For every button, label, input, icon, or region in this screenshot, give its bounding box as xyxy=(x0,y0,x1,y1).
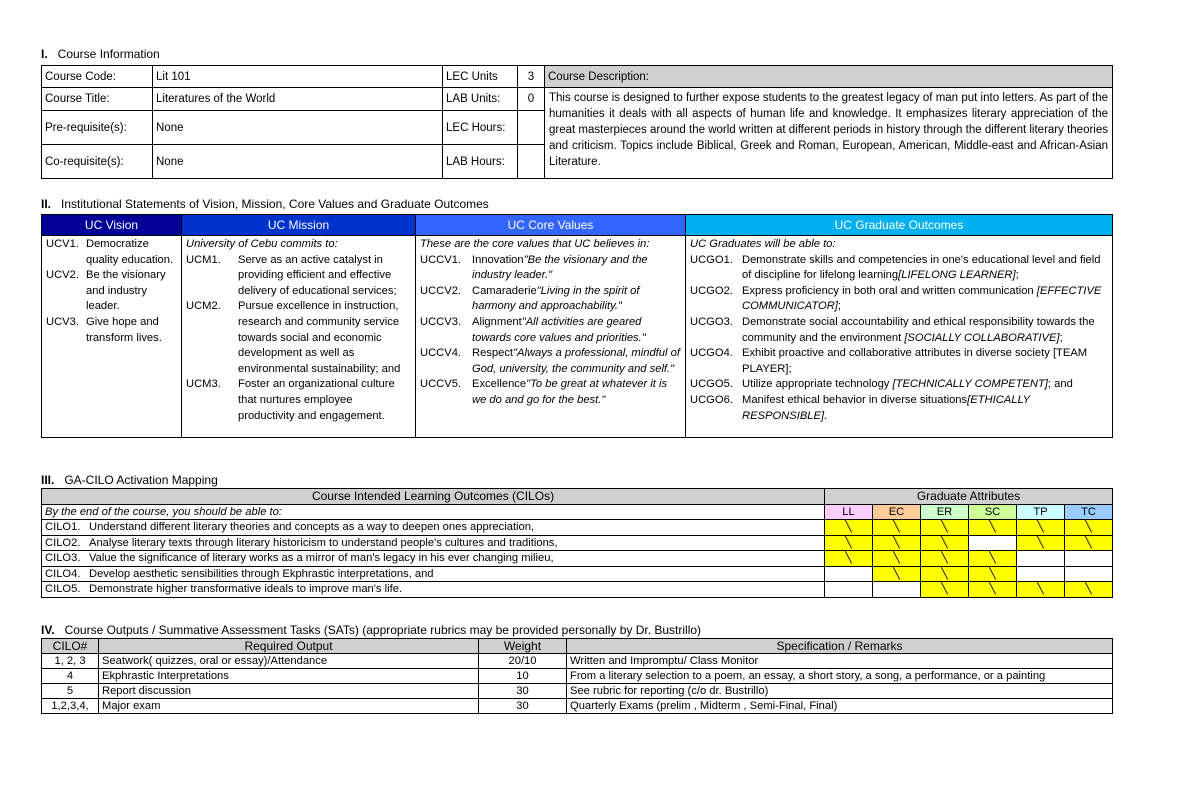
cilo-text: CILO2. Analyse literary texts through literary historicism to understand people's cultures and traditions, xyxy=(42,535,825,551)
section-3-heading: III. GA-CILO Activation Mapping xyxy=(41,473,218,487)
activation-check-icon: ╲ xyxy=(873,535,921,551)
lec-units-label: LEC Units xyxy=(443,66,518,88)
table-row: 4 Ekphrastic Interpretations 10 From a literary selection to a poem, an essay, a short story, a song, a performance, or a painting xyxy=(42,669,1113,684)
activation-check-icon: ╲ xyxy=(921,582,969,598)
section-1-heading: I. Course Information xyxy=(41,47,160,61)
cilo-row xyxy=(42,551,1113,567)
lec-hours-value xyxy=(518,111,545,145)
core-values-cell: These are the core values that UC believes in: UCCV1. Innovation"Be the visionary and the industry leader." UCCV2. Camaraderie"Living in the spirit of harmony and approachability." UCCV3. Alignment"All activities are geared towards core values and priorities." UCCV4. Respect"Always a professional, mindful of God, university, the community and self." UCCV5. Excellence"To be great at whatever it is we do and go for the best." xyxy=(416,236,686,438)
activation-check-icon: ╲ xyxy=(1017,582,1065,598)
cilo-num-header: CILO# xyxy=(42,639,99,654)
activation-check-icon: ╲ xyxy=(969,520,1017,536)
lab-units-label: LAB Units: xyxy=(443,88,518,111)
activation-check-icon: ╲ xyxy=(969,566,1017,582)
activation-check-icon: ╲ xyxy=(873,551,921,567)
course-code-value: Lit 101 xyxy=(153,66,443,88)
vision-cell: UCV1. Democratize quality education. UCV2. Be the visionary and industry leader. UCV3. Give hope and transform lives. xyxy=(42,236,182,438)
course-description-text: This course is designed to further expose students to the greatest legacy of man put into letters. As part of the humanities it deals with all aspects of human life and knowledge. It emphasizes literary appreciation of the great masterpieces around the world written at different periods in history through the different literary theories and criticism. Topics include Biblical, Greek and Roman, European, American, Middle-east and African-Asian Literature. xyxy=(545,88,1113,179)
ga-cilo-mapping-table xyxy=(41,488,1113,598)
table-row: 5 Report discussion 30 See rubric for reporting (c/o dr. Bustrillo) xyxy=(42,684,1113,699)
ga-label: TP xyxy=(1017,504,1065,520)
activation-check-icon: ╲ xyxy=(1065,520,1113,536)
activation-check-icon: ╲ xyxy=(873,520,921,536)
table-row: 1, 2, 3 Seatwork( quizzes, oral or essay)/Attendance 20/10 Written and Impromptu/ Class Monitor xyxy=(42,654,1113,669)
ga-label: ER xyxy=(921,504,969,520)
activation-check-icon: ╲ xyxy=(969,551,1017,567)
prereq-label: Pre-requisite(s): xyxy=(42,111,153,145)
course-outputs-table xyxy=(41,638,1113,714)
cilo-text: CILO1. Understand different literary theories and concepts as a way to deepen ones appreciation, xyxy=(42,520,825,536)
lec-units-value: 3 xyxy=(518,66,545,88)
mission-cell: University of Cebu commits to: UCM1. Serve as an active catalyst in providing efficient and effective delivery of educational services; UCM2. Pursue excellence in instruction, research and community service towards social and economic development as well as environmental sustainability; and UCM3. Foster an organizational culture that nurtures employee productivity and engagement. xyxy=(182,236,416,438)
empty-cell xyxy=(873,582,921,598)
coreq-label: Co-requisite(s): xyxy=(42,145,153,179)
activation-check-icon: ╲ xyxy=(825,535,873,551)
empty-cell xyxy=(1017,551,1065,567)
ga-label: TC xyxy=(1065,504,1113,520)
empty-cell xyxy=(825,566,873,582)
activation-check-icon: ╲ xyxy=(1017,520,1065,536)
empty-cell xyxy=(1017,566,1065,582)
institutional-statements-table xyxy=(41,214,1113,438)
empty-cell xyxy=(969,535,1017,551)
specification-header: Specification / Remarks xyxy=(567,639,1113,654)
course-title-value: Literatures of the World xyxy=(153,88,443,111)
activation-check-icon: ╲ xyxy=(921,520,969,536)
section-4-heading: IV. Course Outputs / Summative Assessment Tasks (SATs) (appropriate rubrics may be provided personally by Dr. Bustrillo) xyxy=(41,623,702,637)
ga-label: EC xyxy=(873,504,921,520)
graduate-attributes-header: Graduate Attributes xyxy=(825,489,1113,505)
cilo-intro: By the end of the course, you should be able to: xyxy=(42,504,825,520)
lab-hours-label: LAB Hours: xyxy=(443,145,518,179)
empty-cell xyxy=(1065,551,1113,567)
cilo-text: CILO5. Demonstrate higher transformative ideals to improve man's life. xyxy=(42,582,825,598)
lec-hours-label: LEC Hours: xyxy=(443,111,518,145)
uc-mission-header: UC Mission xyxy=(182,215,416,236)
course-title-label: Course Title: xyxy=(42,88,153,111)
activation-check-icon: ╲ xyxy=(921,535,969,551)
graduate-outcomes-cell: UC Graduates will be able to: UCGO1. Demonstrate skills and competencies in one's educational level and field of discipline for lifelong learning[LIFELONG LEARNER]; UCGO2. Express proficiency in both oral and written communication [EFFECTIVE COMMUNICATOR]; UCGO3. Demonstrate social accountability and ethical responsibility towards the community and the environment [SOCIALLY COLLABORATIVE]; UCGO4. Exhibit proactive and collaborative attributes in diverse society [TEAM PLAYER]; UCGO5. Utilize appropriate technology [TECHNICALLY COMPETENT]; and UCGO6. Manifest ethical behavior in diverse situations[ETHICALLY RESPONSIBLE]. xyxy=(686,236,1113,438)
weight-header: Weight xyxy=(479,639,567,654)
activation-check-icon: ╲ xyxy=(1065,535,1113,551)
uc-core-values-header: UC Core Values xyxy=(416,215,686,236)
coreq-value: None xyxy=(153,145,443,179)
lab-hours-value xyxy=(518,145,545,179)
activation-check-icon: ╲ xyxy=(969,582,1017,598)
cilo-text: CILO3. Value the significance of literary works as a mirror of man's legacy in his ever changing milieu, xyxy=(42,551,825,567)
cilo-row xyxy=(42,582,1113,598)
ga-label: LL xyxy=(825,504,873,520)
activation-check-icon: ╲ xyxy=(921,551,969,567)
section-2-heading: II. Institutional Statements of Vision, Mission, Core Values and Graduate Outcomes xyxy=(41,197,489,211)
empty-cell xyxy=(1065,566,1113,582)
activation-check-icon: ╲ xyxy=(921,566,969,582)
prereq-value: None xyxy=(153,111,443,145)
ga-label: SC xyxy=(969,504,1017,520)
table-row: 1,2,3,4, Major exam 30 Quarterly Exams (prelim , Midterm , Semi-Final, Final) xyxy=(42,699,1113,714)
activation-check-icon: ╲ xyxy=(1065,582,1113,598)
cilo-row xyxy=(42,535,1113,551)
empty-cell xyxy=(825,582,873,598)
activation-check-icon: ╲ xyxy=(873,566,921,582)
cilo-header: Course Intended Learning Outcomes (CILOs) xyxy=(42,489,825,505)
uc-graduate-outcomes-header: UC Graduate Outcomes xyxy=(686,215,1113,236)
activation-check-icon: ╲ xyxy=(825,551,873,567)
required-output-header: Required Output xyxy=(99,639,479,654)
uc-vision-header: UC Vision xyxy=(42,215,182,236)
cilo-row xyxy=(42,520,1113,536)
course-info-table xyxy=(41,65,1113,179)
course-code-label: Course Code: xyxy=(42,66,153,88)
course-description-label: Course Description: xyxy=(545,66,1113,88)
cilo-row xyxy=(42,566,1113,582)
cilo-text: CILO4. Develop aesthetic sensibilities through Ekphrastic interpretations, and xyxy=(42,566,825,582)
activation-check-icon: ╲ xyxy=(1017,535,1065,551)
lab-units-value: 0 xyxy=(518,88,545,111)
activation-check-icon: ╲ xyxy=(825,520,873,536)
